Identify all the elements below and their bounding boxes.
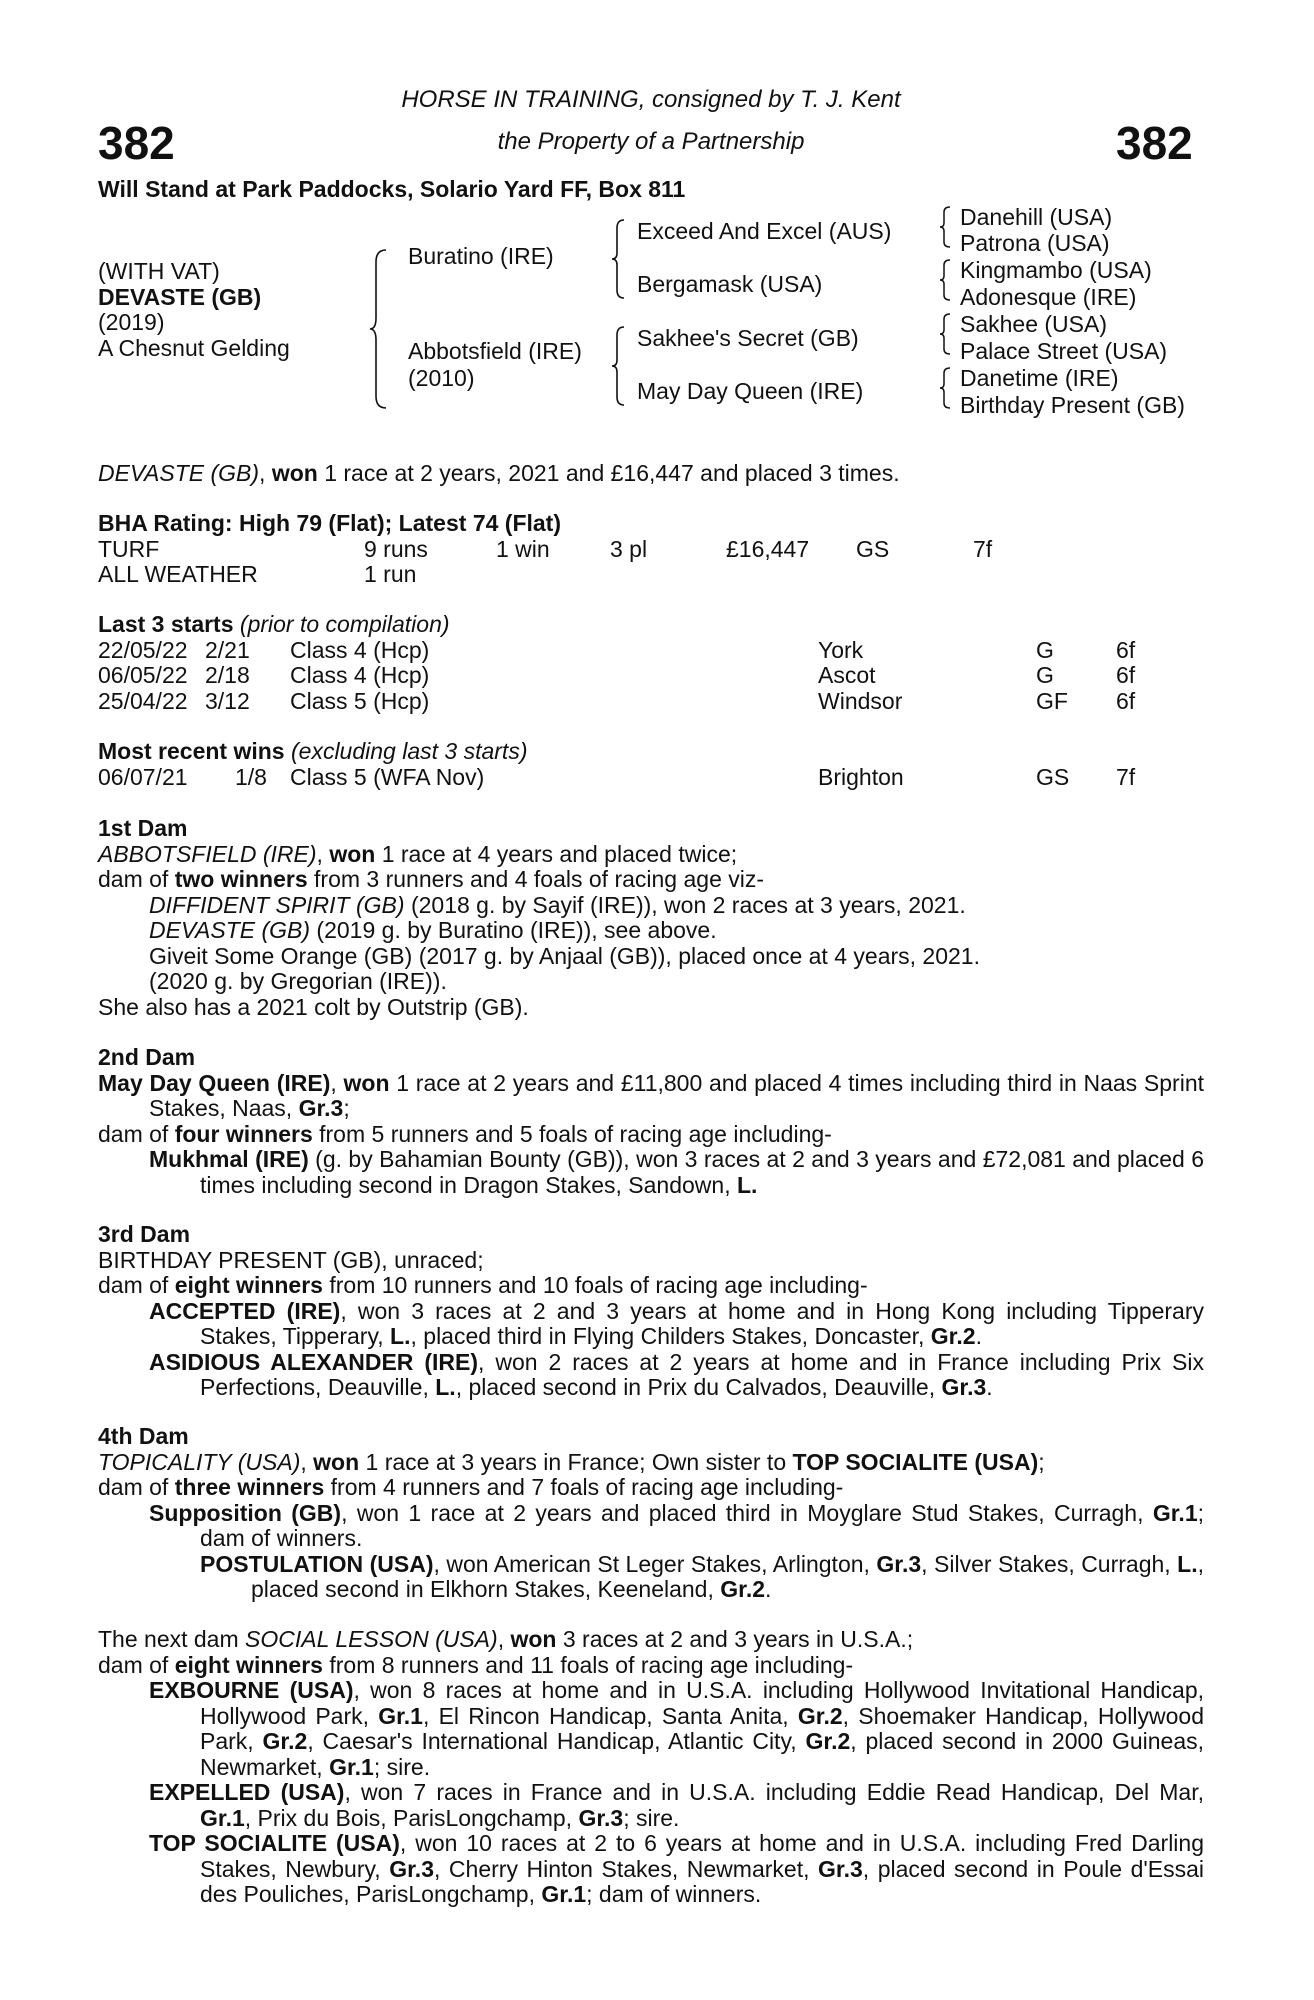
ds-brace	[938, 312, 952, 356]
sss: Danehill (USA)	[960, 204, 1113, 230]
third-dam-heading: 3rd Dam	[98, 1221, 191, 1247]
ss-brace	[938, 205, 952, 249]
summary-text: 1 race at 2 years, 2021 and £16,447 and placed 3 times.	[317, 460, 900, 486]
horse-year: (2019)	[98, 309, 165, 335]
ssd: Patrona (USA)	[960, 230, 1110, 256]
fourth-dam-heading: 4th Dam	[98, 1423, 189, 1449]
second-dam-section: 2nd Dam May Day Queen (IRE), won 1 race at 2 years and £11,800 and placed 4 times including third in Naas Sprint Stakes, Naas, Gr.3; dam of four winners from 5 runners and 5 foals of racing age including- Mukhmal (IRE) (g. by Bahamian Bounty (GB)), won 3 races at 2 and 3 years and £72,081 and placed 6 times including second in Dragon Stakes, Sandown, L.	[98, 1044, 1205, 1198]
wins: 1 win	[496, 535, 550, 562]
dam-brace	[610, 325, 626, 407]
lot-number-right: 382	[1116, 117, 1193, 169]
first-dam-heading: 1st Dam	[98, 815, 188, 841]
going: GS	[856, 535, 890, 562]
dss: Sakhee (USA)	[960, 311, 1108, 337]
dds: Danetime (IRE)	[960, 365, 1119, 391]
distance: 7f	[973, 535, 993, 562]
third-dam-section: 3rd Dam BIRTHDAY PRESENT (GB), unraced; dam of eight winners from 10 runners and 10 foals of racing age including- ACCEPTED (IRE), won 3 races at 2 and 3 years at home and in Hong Kong including Tipperary Stakes, Tipperary, L., placed third in Flying Childers Stakes, Doncaster, Gr.2. ASIDIOUS ALEXANDER (IRE), won 2 races at 2 years at home and in France including Prix Six Perfections, Deauville, L., placed second in Prix du Calvados, Deauville, Gr.3.	[98, 1221, 1205, 1400]
last-starts-heading: Last 3 starts (prior to compilation)	[98, 611, 450, 637]
win-row: 06/07/21 1/8 Class 5 (WFA Nov) Brighton GS 7f	[98, 763, 1136, 790]
sire-brace	[610, 218, 626, 300]
recent-wins-heading: Most recent wins (excluding last 3 starts)	[98, 738, 528, 764]
start-row: 06/05/22 2/18 Class 4 (Hcp) Ascot G 6f	[98, 662, 1136, 688]
sire-dam: Bergamask (USA)	[637, 271, 823, 297]
dam-sire: Sakhee's Secret (GB)	[637, 325, 859, 351]
consignment-line-1: HORSE IN TRAINING, consigned by T. J. Kent	[401, 86, 901, 113]
lot-number-left: 382	[98, 117, 175, 169]
dam-dam: May Day Queen (IRE)	[637, 378, 864, 404]
vat-label: (WITH VAT)	[98, 258, 220, 284]
summary-horse-name: DEVASTE (GB)	[98, 460, 260, 486]
sds: Kingmambo (USA)	[960, 257, 1152, 283]
surface: ALL WEATHER	[98, 561, 258, 587]
rating-section	[98, 511, 1204, 588]
dsd: Palace Street (USA)	[960, 338, 1168, 364]
first-dam-section: 1st Dam ABBOTSFIELD (IRE), won 1 race at 4 years and placed twice; dam of two winners from 3 runners and 4 foals of racing age viz- DIFFIDENT SPIRIT (GB) (2018 g. by Sayif (IRE)), won 2 races at 3 years, 2021. DEVASTE (GB) (2019 g. by Buratino (IRE)), see above. Giveit Some Orange (GB) (2017 g. by Anjaal (GB)), placed once at 4 years, 2021. (2020 g. by Gregorian (IRE)). She also has a 2021 colt by Outstrip (GB).	[98, 816, 1204, 1020]
race-summary: DEVASTE (GB), won 1 race at 2 years, 2021 and £16,447 and placed 3 times.	[98, 460, 900, 486]
last-starts-section	[98, 612, 1204, 714]
horse-name: DEVASTE (GB)	[98, 283, 262, 310]
surface: TURF	[98, 535, 160, 562]
start-row: 25/04/22 3/12 Class 5 (Hcp) Windsor GF 6f	[98, 687, 1136, 714]
pedigree-main-brace	[368, 248, 388, 410]
recent-wins-section	[98, 739, 1204, 790]
consignment-line-2: the Property of a Partnership	[497, 128, 805, 155]
horse-identity	[98, 259, 290, 361]
dam-year: (2010)	[408, 365, 475, 391]
second-dam-heading: 2nd Dam	[98, 1044, 196, 1070]
summary-won: won	[271, 460, 318, 486]
dd-brace	[938, 366, 952, 410]
fourth-dam-section: 4th Dam TOPICALITY (USA), won 1 race at 3 years in France; Own sister to TOP SOCIALITE (USA); dam of three winners from 4 runners and 7 foals of racing age including- Supposition (GB), won 1 race at 2 years and placed third in Moyglare Stud Stakes, Curragh, Gr.1; dam of winners. POSTULATION (USA), won American St Leger Stakes, Arlington, Gr.3, Silver Stakes, Curragh, L., placed second in Elkhorn Stakes, Keeneland, Gr.2.	[98, 1423, 1205, 1602]
runs: 1 run	[364, 561, 417, 587]
next-dam-section: The next dam SOCIAL LESSON (USA), won 3 races at 2 and 3 years in U.S.A.; dam of eight winners from 8 runners and 11 foals of racing age including- EXBOURNE (USA), won 8 races at home and in U.S.A. including Hollywood Invitational Handicap, Hollywood Park, Gr.1, El Rincon Handicap, Santa Anita, Gr.2, Shoemaker Handicap, Hollywood Park, Gr.2, Caesar's International Handicap, Atlantic City, Gr.2, placed second in 2000 Guineas, Newmarket, Gr.1; sire. EXPELLED (USA), won 7 races in France and in U.S.A. including Eddie Read Handicap, Del Mar, Gr.1, Prix du Bois, ParisLongchamp, Gr.3; sire. TOP SOCIALITE (USA), won 10 races at 2 to 6 years at home and in U.S.A. including Fred Darling Stakes, Newbury, Gr.3, Cherry Hinton Stakes, Newmarket, Gr.3, placed second in Poule d'Essai des Pouliches, ParisLongchamp, Gr.1; dam of winners.	[98, 1626, 1205, 1907]
start-row: 22/05/22 2/21 Class 4 (Hcp) York G 6f	[98, 636, 1136, 663]
rating-heading: BHA Rating: High 79 (Flat); Latest 74 (Flat)	[98, 510, 561, 536]
sd-brace	[938, 258, 952, 302]
runs: 9 runs	[364, 535, 428, 562]
earnings: £16,447	[726, 535, 810, 562]
placed: 3 pl	[610, 535, 648, 562]
rating-row-aw	[98, 562, 1204, 588]
horse-description: A Chesnut Gelding	[98, 334, 290, 361]
rating-row-turf	[98, 537, 1204, 563]
dam: Abbotsfield (IRE)	[408, 338, 582, 364]
stand-location: Will Stand at Park Paddocks, Solario Yard FF, Box 811	[98, 176, 686, 202]
sdd: Adonesque (IRE)	[960, 284, 1137, 310]
ddd: Birthday Present (GB)	[960, 392, 1185, 418]
sire: Buratino (IRE)	[408, 243, 554, 269]
sire-sire: Exceed And Excel (AUS)	[637, 218, 892, 244]
